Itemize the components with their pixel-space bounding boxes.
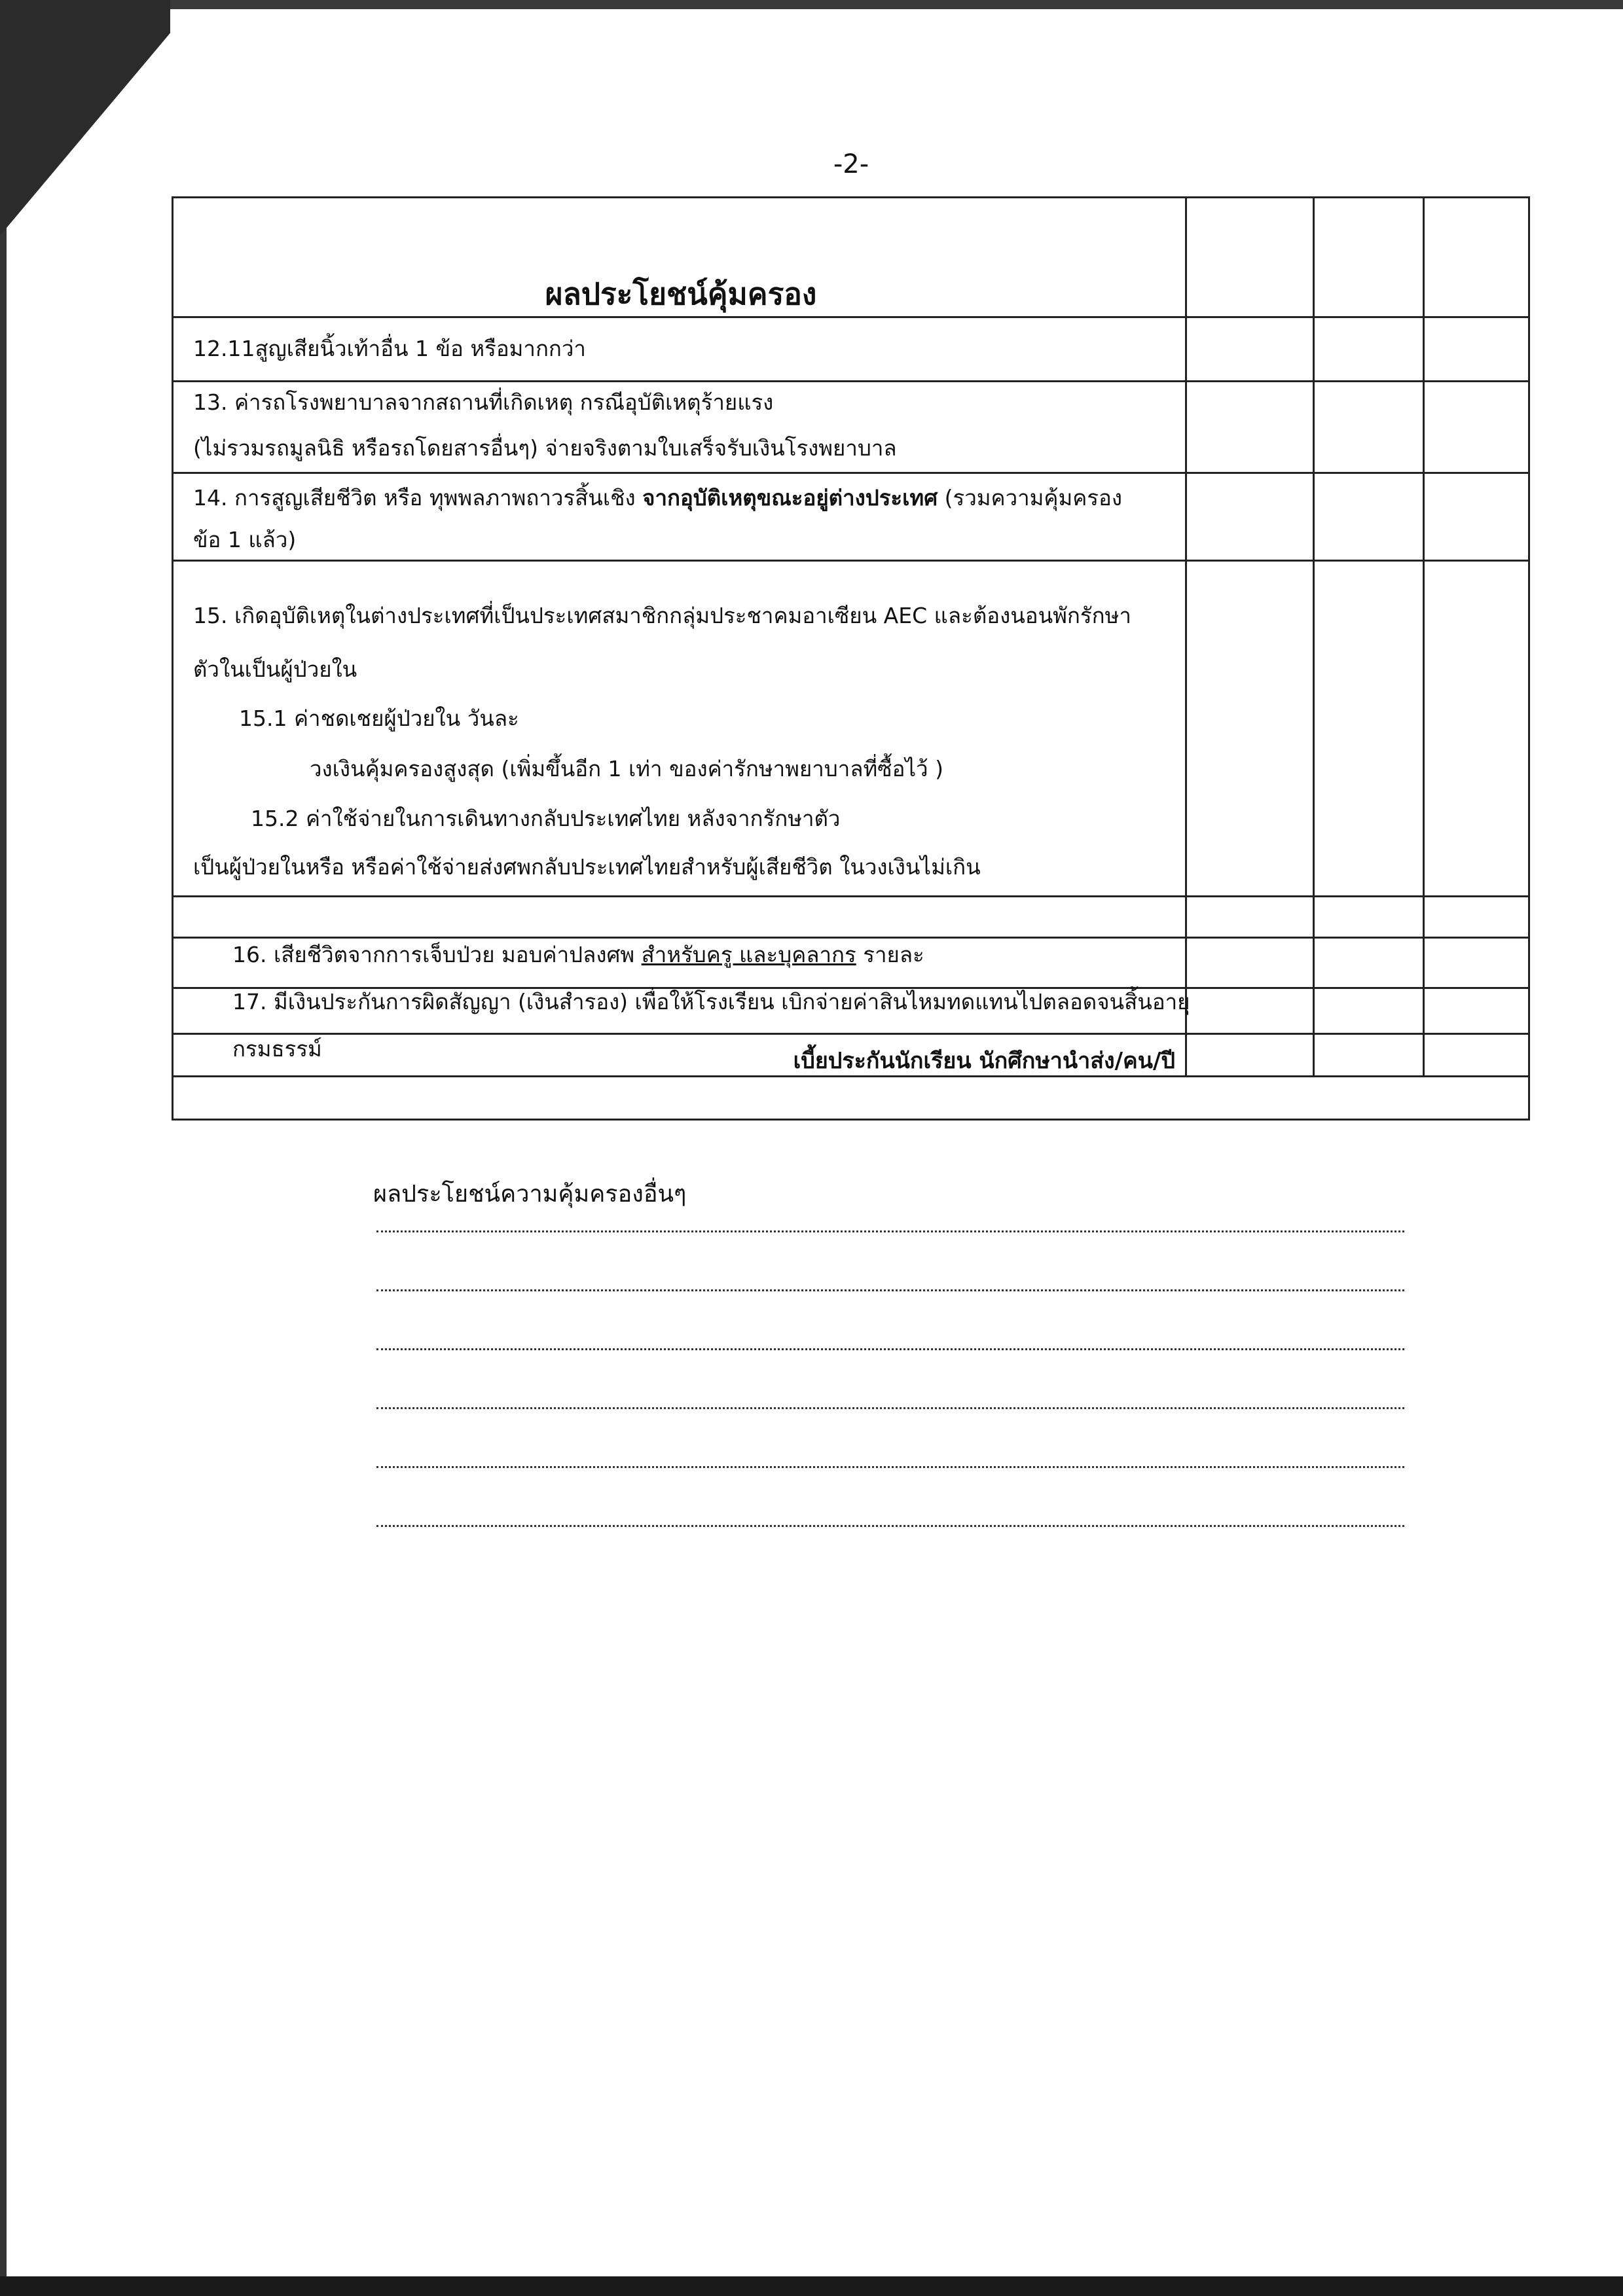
blank-fill-line[interactable]: [376, 1525, 1404, 1527]
row-divider: [173, 937, 1530, 939]
row-14-line-2: ข้อ 1 แล้ว): [193, 527, 297, 552]
row-17-line-2: กรมธรรม์: [232, 1036, 322, 1062]
row-16-text-a: 16. เสียชีวิตจากการเจ็บป่วย มอบค่าปลงศพ: [232, 942, 642, 967]
row-14-text-a: 14. การสูญเสียชีวิต หรือ ทุพพลภาพถาวรสิ้นเชิง: [193, 485, 643, 511]
row-12-11-text: 12.11สูญเสียนิ้วเท้าอื่น 1 ข้อ หรือมากกว่า: [193, 336, 586, 361]
row-divider: [173, 1033, 1530, 1035]
row-15-1-limit: วงเงินคุ้มครองสูงสุด (เพิ่มขึ้นอีก 1 เท่า ของค่ารักษาพยาบาลที่ซื้อไว้ ): [310, 756, 943, 781]
row-16-text-underlined: สำหรับครู และบุคลากร: [641, 942, 856, 967]
premium-footer-label: เบี้ยประกันนักเรียน นักศึกษานำส่ง/คน/ปี: [793, 1048, 1175, 1074]
row-17-line-1: 17. มีเงินประกันการผิดสัญญา (เงินสำรอง) เพื่อให้โรงเรียน เบิกจ่ายค่าสินไหมทดแทนไปตลอดจนสิ้นอายุ: [232, 989, 1190, 1014]
column-divider: [1313, 198, 1315, 1075]
row-divider: [173, 380, 1530, 382]
row-13-line-1: 13. ค่ารถโรงพยาบาลจากสถานที่เกิดเหตุ กรณีอุบัติเหตุร้ายแรง: [193, 389, 774, 415]
column-divider: [1423, 198, 1425, 1075]
blank-fill-line[interactable]: [376, 1230, 1404, 1232]
row-15-1-line: 15.1 ค่าชดเชยผู้ป่วยใน วันละ: [239, 706, 519, 731]
row-divider: [173, 895, 1530, 897]
blank-fill-line[interactable]: [376, 1466, 1404, 1468]
row-14-text-bold: จากอุบัติเหตุขณะอยู่ต่างประเทศ: [642, 485, 938, 511]
row-14-line-1: [193, 485, 1122, 511]
row-16-text: [232, 942, 924, 968]
row-divider: [173, 472, 1530, 474]
scan-folded-corner: [0, 0, 170, 236]
blank-fill-line[interactable]: [376, 1407, 1404, 1409]
page-number: -2-: [833, 149, 869, 179]
row-15-2-line: 15.2 ค่าใช้จ่ายในการเดินทางกลับประเทศไทย หลังจากรักษาตัว: [251, 806, 841, 831]
row-16-text-b: รายละ: [856, 942, 924, 967]
row-14-text-b: (รวมความคุ้มครอง: [938, 485, 1122, 511]
scan-edge-top: [0, 0, 1623, 9]
row-15-line-2: ตัวในเป็นผู้ป่วยใน: [193, 656, 357, 682]
column-divider: [1185, 198, 1187, 1075]
benefits-table: [172, 196, 1530, 1121]
row-15-line-1: 15. เกิดอุบัติเหตุในต่างประเทศที่เป็นประเทศสมาชิกกลุ่มประชาคมอาเซียน AEC และต้องนอนพักรักษา: [193, 603, 1131, 628]
row-15-2-continued: เป็นผู้ป่วยในหรือ หรือค่าใช้จ่ายส่งศพกลับประเทศไทยสำหรับผู้เสียชีวิต ในวงเงินไม่เกิน: [193, 854, 981, 880]
table-title: ผลประโยชน์คุ้มครอง: [545, 276, 817, 312]
row-13-line-2: (ไม่รวมรถมูลนิธิ หรือรถโดยสารอื่นๆ) จ่ายจริงตามใบเสร็จรับเงินโรงพยาบาล: [193, 435, 897, 461]
row-divider: [173, 560, 1530, 562]
blank-fill-line[interactable]: [376, 1348, 1404, 1350]
scan-edge-left: [0, 0, 7, 2296]
other-benefits-title: ผลประโยชน์ความคุ้มครองอื่นๆ: [373, 1181, 687, 1208]
blank-fill-line[interactable]: [376, 1289, 1404, 1291]
scan-edge-bottom: [0, 2276, 1623, 2296]
